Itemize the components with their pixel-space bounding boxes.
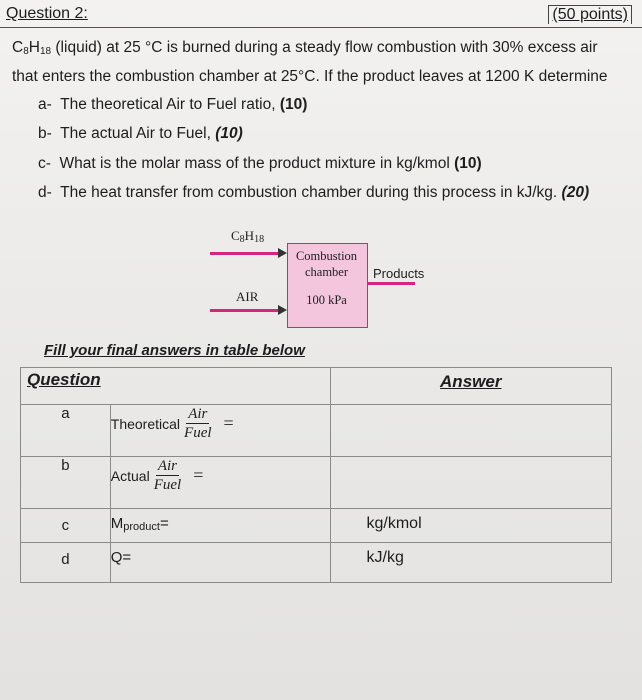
fuel-arrow-line bbox=[210, 252, 278, 255]
item-marker: b- bbox=[38, 125, 52, 142]
answer-table bbox=[20, 367, 612, 583]
fuel-arrow-head bbox=[278, 248, 287, 258]
box-label-line-1: Combustion bbox=[295, 249, 358, 263]
fuel-h: H bbox=[244, 228, 255, 243]
products-arrow-line bbox=[367, 282, 415, 285]
fuel-label bbox=[231, 228, 264, 245]
item-points: (10) bbox=[215, 125, 243, 142]
item-marker: a- bbox=[38, 96, 52, 113]
subquestion-a bbox=[38, 96, 307, 114]
item-points: (20) bbox=[561, 184, 590, 201]
fuel-c: C bbox=[231, 228, 240, 243]
unit-c[interactable]: kg/kmol bbox=[330, 509, 612, 543]
fraction-denominator: Fuel bbox=[184, 425, 212, 441]
table-row-a bbox=[21, 405, 612, 457]
air-label: AIR bbox=[236, 289, 259, 304]
table-row-b bbox=[21, 457, 612, 509]
item-text: The actual Air to Fuel, bbox=[60, 125, 211, 142]
row-formula bbox=[110, 509, 330, 543]
row-label: b bbox=[21, 457, 111, 509]
item-marker: d- bbox=[38, 184, 52, 201]
table-instruction: Fill your final answers in table below bbox=[44, 342, 305, 359]
table-row-c bbox=[21, 509, 612, 543]
item-points: (10) bbox=[454, 155, 482, 172]
equals-sign: = bbox=[193, 465, 204, 485]
formula-prefix: M bbox=[110, 515, 124, 532]
fraction-denominator: Fuel bbox=[153, 477, 182, 493]
products-label: Products bbox=[373, 266, 425, 281]
equals-sign: = bbox=[159, 515, 169, 532]
row-label: a bbox=[21, 405, 111, 457]
fuel-sub-8: 8 bbox=[239, 234, 245, 245]
air-arrow-line bbox=[210, 309, 278, 312]
formula-sub-8: 8 bbox=[23, 46, 29, 57]
row-formula bbox=[110, 457, 330, 509]
air-fuel-fraction bbox=[154, 457, 182, 494]
air-arrow-head bbox=[278, 305, 287, 315]
fraction-numerator: Air bbox=[188, 406, 208, 422]
answer-cell-a[interactable] bbox=[330, 405, 612, 457]
formula-a bbox=[111, 405, 330, 442]
formula-h: H bbox=[28, 39, 40, 56]
box-pressure: 100 kPa bbox=[306, 293, 347, 307]
table-row-d bbox=[21, 543, 612, 583]
question-title: Question 2: bbox=[6, 5, 88, 22]
formula-b bbox=[111, 457, 330, 494]
row-label: c bbox=[21, 509, 111, 543]
item-marker: c- bbox=[38, 155, 51, 172]
formula-prefix: Theoretical bbox=[110, 415, 181, 432]
formula-subscript: product bbox=[123, 521, 160, 533]
problem-statement-line-1 bbox=[12, 39, 597, 57]
header-rule bbox=[0, 27, 642, 28]
problem-statement-line-2: that enters the combustion chamber at 25°C. If the product leaves at 1200 K determine bbox=[12, 68, 608, 85]
row-label: d bbox=[21, 543, 111, 583]
points-label: (50 points) bbox=[548, 5, 632, 24]
subquestion-b bbox=[38, 125, 243, 143]
unit-d[interactable]: kJ/kg bbox=[330, 543, 612, 583]
fuel-sub-18: 18 bbox=[254, 234, 265, 245]
header-answer: Answer bbox=[330, 368, 612, 405]
fraction-numerator: Air bbox=[157, 458, 178, 474]
answer-cell-b[interactable] bbox=[330, 457, 612, 509]
item-text: The theoretical Air to Fuel ratio, bbox=[60, 96, 276, 113]
formula-q: Q= bbox=[110, 543, 330, 583]
formula-sub-18: 18 bbox=[39, 46, 52, 57]
air-fuel-fraction bbox=[184, 405, 212, 442]
box-label-line-2: chamber bbox=[304, 265, 349, 279]
subquestion-d bbox=[38, 184, 589, 202]
table-header-row bbox=[21, 368, 612, 405]
header-question: Question bbox=[21, 368, 331, 405]
equals-sign: = bbox=[223, 413, 234, 433]
item-text: The heat transfer from combustion chamber during this process in kJ/kg. bbox=[60, 184, 558, 201]
item-points: (10) bbox=[279, 96, 308, 113]
row-formula bbox=[110, 405, 330, 457]
formula-c: C bbox=[12, 39, 24, 56]
item-text: What is the molar mass of the product mixture in kg/kmol bbox=[59, 155, 450, 172]
subquestion-c bbox=[38, 155, 482, 173]
formula-prefix: Actual bbox=[110, 467, 150, 484]
problem-text: (liquid) at 25 °C is burned during a steady flow combustion with 30% excess air bbox=[51, 39, 598, 56]
